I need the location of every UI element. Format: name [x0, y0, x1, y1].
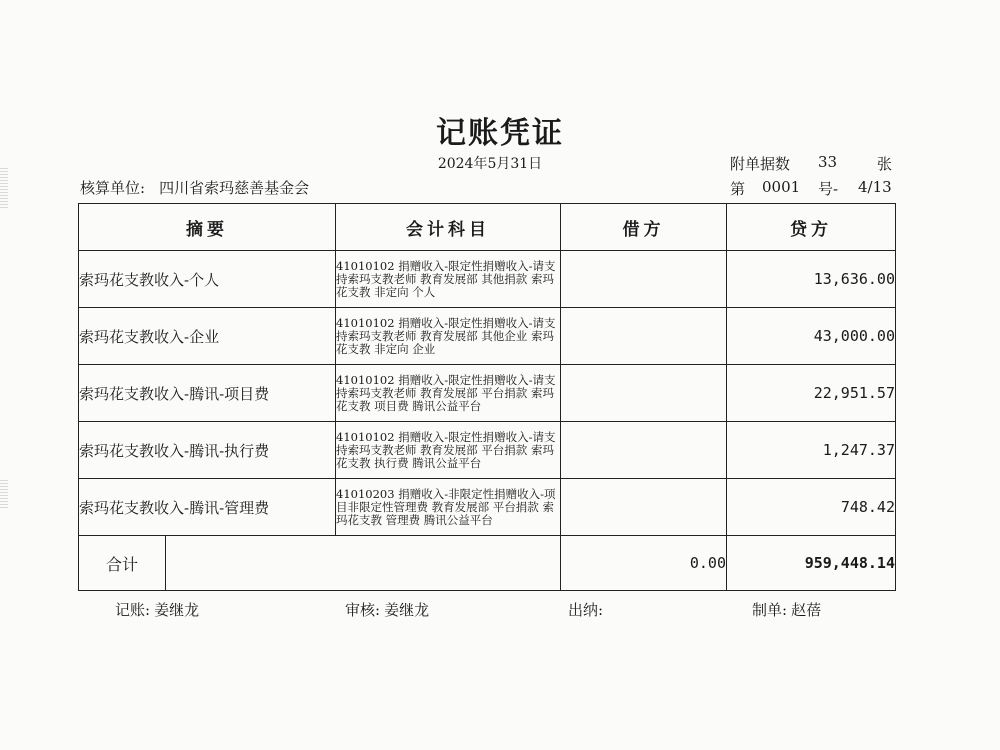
scan-artifact [0, 168, 8, 208]
voucher-table [78, 203, 896, 591]
row-credit: 43,000.00 [727, 308, 896, 365]
row-summary: 索玛花支教收入-腾讯-项目费 [79, 365, 336, 422]
row-account: 41010102 捐赠收入-限定性捐赠收入-请支持索玛支教老师 教育发展部 平台捐款 索玛花支教 执行费 腾讯公益平台 [336, 422, 561, 479]
preparer-name: 赵蓓 [791, 601, 822, 619]
row-debit [561, 251, 727, 308]
bookkeeper-label: 记账: [115, 601, 151, 619]
row-debit [561, 479, 727, 536]
row-summary: 索玛花支教收入-个人 [79, 251, 336, 308]
total-label: 合计 [79, 536, 166, 590]
number-prefix: 第 [730, 180, 746, 198]
row-credit: 1,247.37 [727, 422, 896, 479]
voucher-title: 记账凭证 [436, 116, 564, 151]
total-row [79, 536, 896, 591]
attachments-count: 33 [818, 153, 838, 171]
row-summary: 索玛花支教收入-腾讯-执行费 [79, 422, 336, 479]
table-row [79, 251, 896, 308]
header-debit: 借方 [561, 204, 727, 251]
voucher-date: 2024年5月31日 [437, 156, 543, 172]
row-credit: 22,951.57 [727, 365, 896, 422]
row-account: 41010102 捐赠收入-限定性捐赠收入-请支持索玛支教老师 教育发展部 平台捐款 索玛花支教 项目费 腾讯公益平台 [336, 365, 561, 422]
row-account: 41010102 捐赠收入-限定性捐赠收入-请支持索玛支教老师 教育发展部 其他捐款 索玛花支教 非定向 个人 [336, 251, 561, 308]
header-summary: 摘要 [79, 204, 336, 251]
unit-label: 核算单位: [80, 179, 146, 197]
preparer-sign [752, 599, 821, 620]
accounting-unit [80, 177, 309, 198]
row-summary: 索玛花支教收入-企业 [79, 308, 336, 365]
cashier-label: 出纳: [568, 601, 604, 619]
row-debit [561, 422, 727, 479]
table-row [79, 479, 896, 536]
total-label-cell [79, 536, 561, 591]
cashier-sign [568, 599, 607, 620]
number-suffix: 号- [818, 180, 839, 198]
number-value: 0001 [762, 178, 801, 196]
row-debit [561, 365, 727, 422]
bookkeeper-sign [115, 599, 199, 620]
row-credit: 748.42 [727, 479, 896, 536]
reviewer-name: 姜继龙 [384, 601, 430, 619]
header-account: 会计科目 [336, 204, 561, 251]
reviewer-label: 审核: [345, 601, 381, 619]
table-row [79, 365, 896, 422]
page-indicator: 4/13 [858, 178, 892, 196]
row-debit [561, 308, 727, 365]
table-row [79, 308, 896, 365]
scan-artifact [0, 480, 8, 510]
row-summary: 索玛花支教收入-腾讯-管理费 [79, 479, 336, 536]
table-row [79, 422, 896, 479]
total-debit: 0.00 [561, 536, 727, 591]
row-account: 41010102 捐赠收入-限定性捐赠收入-请支持索玛支教老师 教育发展部 其他企业 索玛花支教 非定向 企业 [336, 308, 561, 365]
table-header-row [79, 204, 896, 251]
preparer-label: 制单: [752, 601, 788, 619]
bookkeeper-name: 姜继龙 [154, 601, 200, 619]
reviewer-sign [345, 599, 429, 620]
row-account: 41010203 捐赠收入-非限定性捐赠收入-项目非限定性管理费 教育发展部 平台捐款 索玛花支教 管理费 腾讯公益平台 [336, 479, 561, 536]
row-credit: 13,636.00 [727, 251, 896, 308]
attachments-label: 附单据数 [730, 155, 791, 173]
total-blank [166, 536, 560, 590]
attachments-unit: 张 [877, 155, 893, 173]
header-credit: 贷方 [727, 204, 896, 251]
unit-name: 四川省索玛慈善基金会 [159, 179, 310, 197]
total-credit: 959,448.14 [727, 536, 896, 591]
